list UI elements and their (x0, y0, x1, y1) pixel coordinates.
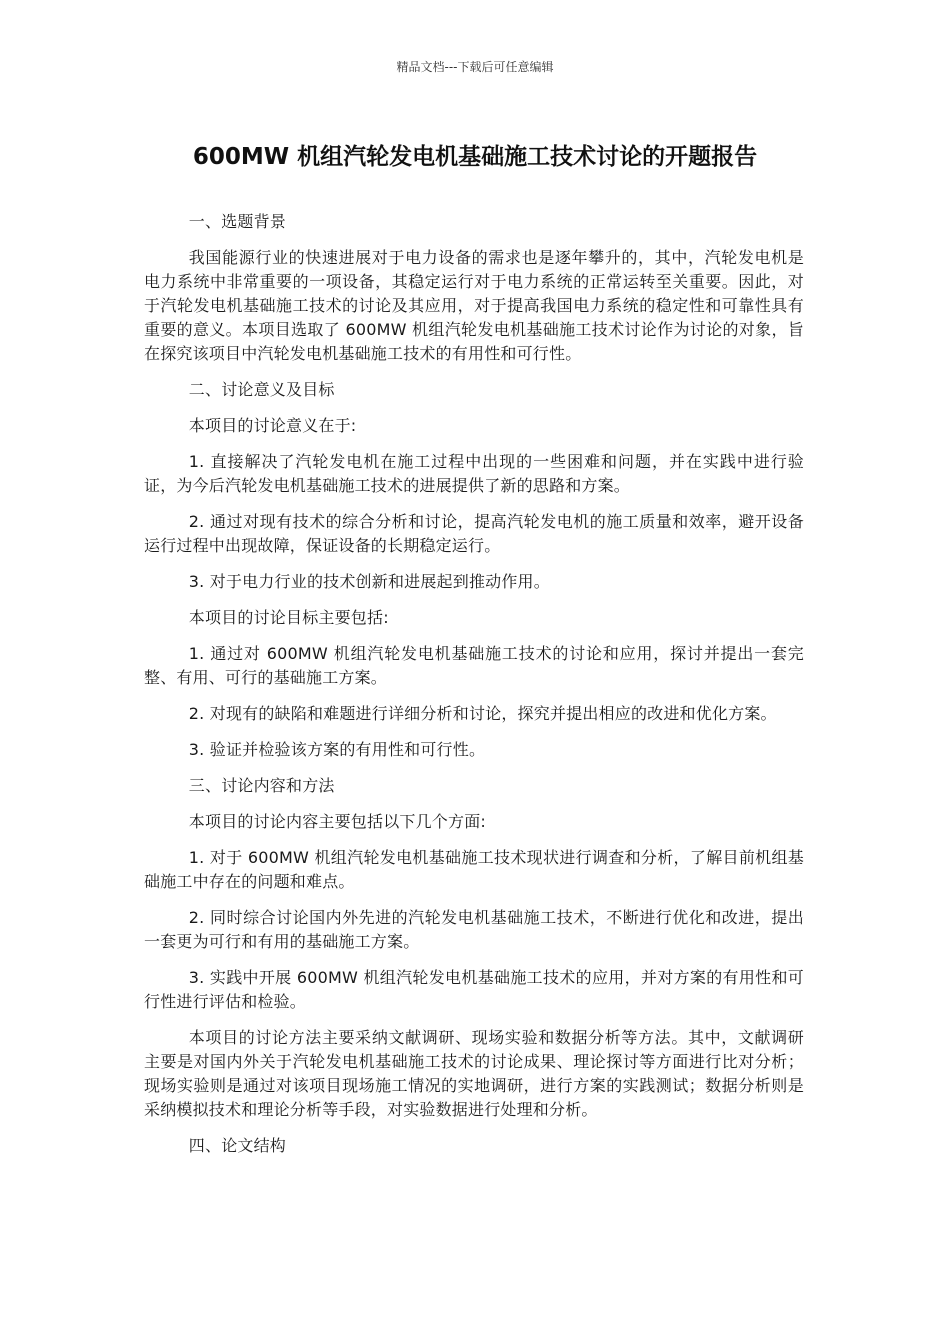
paragraph: 本项目的讨论意义在于: (188, 416, 357, 435)
list-item: 1. 通过对 600MW 机组汽轮发电机基础施工技术的讨论和应用，探讨并提出一套完整、有用、可行的基础施工方案。 (144, 644, 804, 687)
document-title: 600MW 机组汽轮发电机基础施工技术讨论的开题报告 (192, 144, 758, 170)
paragraph: 本项目的讨论方法主要采纳文献调研、现场实验和数据分析等方法。其中，文献调研主要是对国内外关于汽轮发电机基础施工技术的讨论成果、理论探讨等方面进行比对分析；现场实验则是通过对该项目现场施工情况的实地调研，进行方案的实践测试；数据分析则是采纳模拟技术和理论分析等手段，对实验数据进行处理和分析。 (144, 1028, 804, 1119)
section-heading: 四、论文结构 (188, 1136, 286, 1155)
document-body (144, 210, 804, 1170)
list-item: 1. 直接解决了汽轮发电机在施工过程中出现的一些困难和问题，并在实践中进行验证，为今后汽轮发电机基础施工技术的进展提供了新的思路和方案。 (144, 452, 804, 495)
list-item: 2. 通过对现有技术的综合分析和讨论，提高汽轮发电机的施工质量和效率，避开设备运行过程中出现故障，保证设备的长期稳定运行。 (144, 512, 804, 555)
section-heading: 二、讨论意义及目标 (188, 380, 335, 399)
list-item: 3. 实践中开展 600MW 机组汽轮发电机基础施工技术的应用，并对方案的有用性和可行性进行评估和检验。 (144, 968, 804, 1011)
list-item: 1. 对于 600MW 机组汽轮发电机基础施工技术现状进行调查和分析，了解目前机组基础施工中存在的问题和难点。 (144, 848, 804, 891)
list-item: 3. 验证并检验该方案的有用性和可行性。 (188, 740, 486, 759)
section-heading: 一、选题背景 (188, 212, 286, 231)
list-item: 2. 对现有的缺陷和难题进行详细分析和讨论，探究并提出相应的改进和优化方案。 (188, 704, 777, 723)
paragraph: 我国能源行业的快速进展对于电力设备的需求也是逐年攀升的，其中，汽轮发电机是电力系统中非常重要的一项设备，其稳定运行对于电力系统的正常运转至关重要。因此，对于汽轮发电机基础施工技术的讨论及其应用，对于提高我国电力系统的稳定性和可靠性具有重要的意义。本项目选取了 600MW 机组汽轮发电机基础施工技术讨论作为讨论的对象，旨在探究该项目中汽轮发电机基础施工技术的有用性和可行性。 (144, 248, 804, 363)
paragraph: 本项目的讨论内容主要包括以下几个方面: (188, 812, 486, 831)
page-header: 精品文档---下载后可任意编辑 (396, 60, 554, 74)
list-item: 2. 同时综合讨论国内外先进的汽轮发电机基础施工技术，不断进行优化和改进，提出一套更为可行和有用的基础施工方案。 (144, 908, 804, 951)
section-heading: 三、讨论内容和方法 (188, 776, 335, 795)
paragraph: 本项目的讨论目标主要包括: (188, 608, 389, 627)
list-item: 3. 对于电力行业的技术创新和进展起到推动作用。 (188, 572, 550, 591)
